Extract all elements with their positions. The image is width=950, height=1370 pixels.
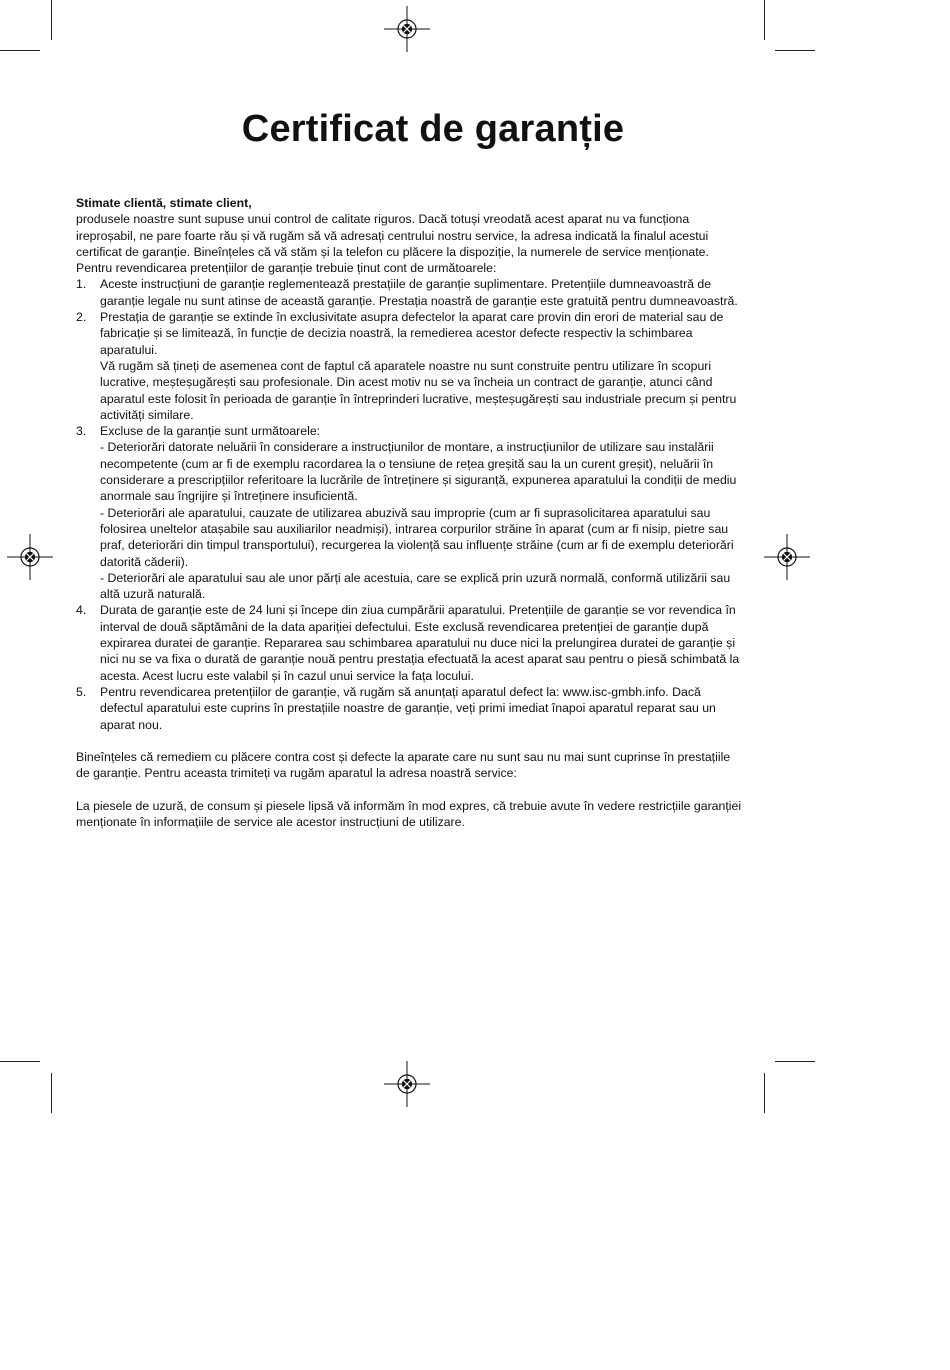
list-item (76, 602, 744, 683)
list-item (76, 423, 744, 602)
registration-mark-icon (5, 532, 55, 582)
crop-mark-top-right-v (764, 0, 765, 40)
list-item-text: Durata de garanție este de 24 luni și începe din ziua cumpărării aparatului. Pretențiile de garanție se vor revendica în interval de două săptămâni de la data apariției defectului. Este exclusă revendicarea pretenției de garanție după expirarea duratei de garanție. Repararea sau schimbarea aparatului nu duce nici la prelungirea duratei de garanție și nici nu se va fixa o durată de garanție nouă pentru prestația efectuată la acest aparat sau pentru o piesă schimbată la acesta. Acest lucru este valabil și în cazul unui service la fața locului. (100, 603, 740, 683)
closing-paragraph: Bineînțeles că remediem cu plăcere contra cost și defecte la aparate care nu sunt sau nu mai sunt cuprinse în prestațiile de garanție. Pentru aceasta trimiteți va rugăm aparatul la adresa noastră service: (76, 750, 731, 781)
list-item (76, 309, 744, 423)
registration-mark-icon (762, 532, 812, 582)
list-item-text: Prestația de garanție se extinde în exclusivitate asupra defectelor la aparat care provin din erori de material sau de fabricație și se limitează, în funcție de decizia noastră, la remedierea acestor defecte respectiv la schimbarea aparatului. (100, 310, 724, 357)
closing-paragraph: La piesele de uzură, de consum și piesele lipsă vă informăm în mod expres, că trebuie avute în vedere restricțiile garanției menționate în informațiile de service ale acestor instrucțiuni de utilizare. (76, 798, 742, 830)
crop-mark-top-right-h (775, 50, 815, 51)
registration-mark-icon (382, 1059, 432, 1109)
crop-mark-top-left-h (0, 50, 40, 51)
list-item-text: Pentru revendicarea pretențiilor de garanție, vă rugăm să anunțați aparatul defect la: www.isc-gmbh.info. Dacă defectul aparatului este cuprins în prestațiile noastre de garanție, veți primi imediat înapoi aparatul reparat sau un aparat nou. (100, 684, 716, 732)
crop-mark-bottom-left-v (51, 1073, 52, 1113)
list-item-text: - Deteriorări datorate neluării în considerare a instrucțiunilor de montare, a instrucțiunilor de utilizare sau instalării necompetente (cum ar fi de exemplu racordarea la o tensiune de rețea greșită sau la un curent greșit), neluării în considerare a prescripțiilor referitoare la lucrările de întreținere și siguranță, expunerea aparatului la condiții de mediu anormale sau îngrijire și întreținere insuficientă. (100, 440, 737, 504)
list-item (76, 276, 744, 309)
warranty-terms-list (76, 276, 744, 732)
list-item-text: Excluse de la garanție sunt următoarele: (100, 424, 321, 439)
warranty-body (76, 195, 744, 831)
crop-mark-bottom-right-v (764, 1073, 765, 1113)
page-title: Certificat de garanție (241, 108, 625, 150)
greeting: Stimate clientă, stimate client, (76, 196, 252, 210)
intro-paragraph: produsele noastre sunt supuse unui control de calitate riguros. Dacă totuși vreodată acest aparat nu va funcționa ireproșabil, ne pare foarte rău și vă rugăm să vă adresați centrului nostru service, la adresa indicată la finalul acestui certificat de garanție. Bineînțeles că vă stăm și la telefon cu plăcere la dispoziție, la numerele de service menționate. Pentru revendicarea pretențiilor de garanție trebuie ținut cont de următoarele: (76, 212, 709, 276)
crop-mark-bottom-left-h (0, 1061, 40, 1062)
list-item-text: - Deteriorări ale aparatului sau ale unor părți ale acestuia, care se explică prin uzură normală, conformă utilizării sau altă uzură naturală. (100, 570, 731, 602)
registration-mark-icon (382, 4, 432, 54)
list-item-text: Vă rugăm să țineți de asemenea cont de faptul că aparatele noastre nu sunt construite pentru utilizare în scopuri lucrative, meșteșugărești sau profesionale. Din acest motiv nu se va încheia un contract de garanție, atunci când aparatul este folosit în perioada de garanție în întreprinderi lucrative, meșteșugărești sau industriale precum și pentru activități similare. (100, 358, 737, 422)
list-item-number: 5. (76, 684, 87, 699)
crop-mark-top-left-v (51, 0, 52, 40)
list-item-number: 4. (76, 603, 87, 618)
list-item-text: - Deteriorări ale aparatului, cauzate de utilizarea abuzivă sau improprie (cum ar fi suprasolicitarea aparatului sau folosirea uneltelor atașabile sau auxiliarilor neadmiși), intrarea corpurilor străine în aparat (cum ar fi nisip, pietre sau praf, deteriorări din timpul transportului), recurgerea la violență sau influențe străine (cum ar fi de exemplu deteriorări datorită căderii). (100, 505, 734, 569)
list-item-number: 1. (76, 277, 87, 292)
list-item-text: Aceste instrucțiuni de garanție reglementează prestațiile de garanție suplimentare. Pretențiile dumneavoastră de garanție legale nu sunt atinse de această garanție. Prestația noastră de garanție este gratuită pentru dumneavoastră. (100, 277, 738, 308)
list-item-number: 3. (76, 424, 87, 439)
list-item-number: 2. (76, 310, 87, 325)
list-item (76, 684, 744, 733)
crop-mark-bottom-right-h (775, 1061, 815, 1062)
